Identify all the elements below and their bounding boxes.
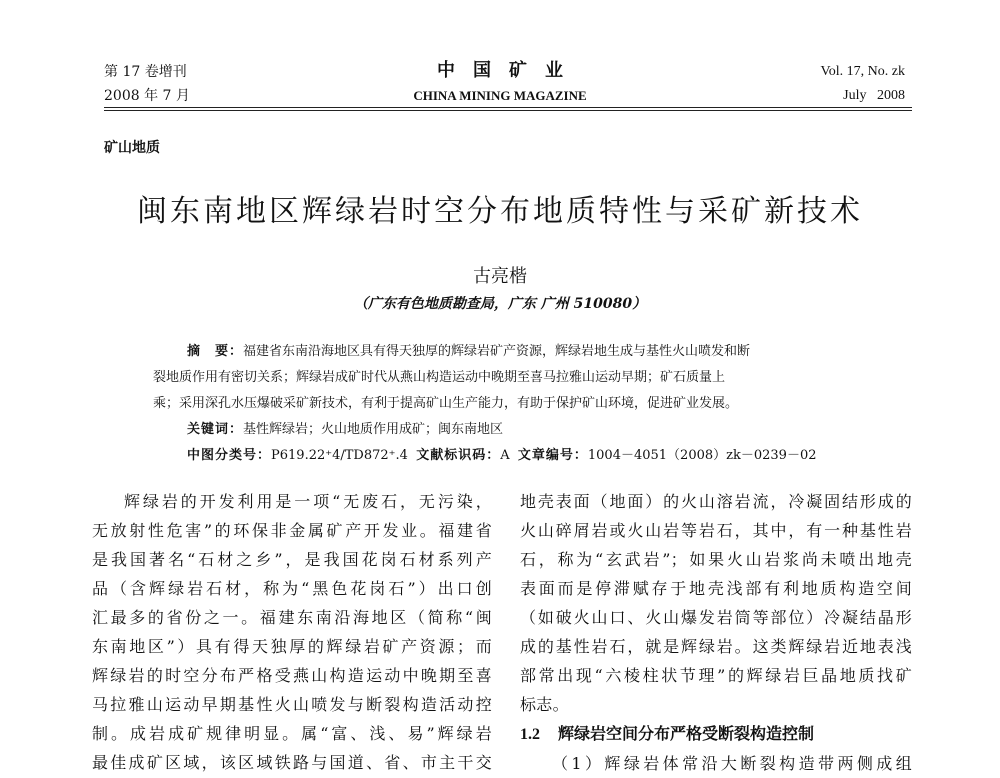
doc-code-label: 文献标识码： [416,448,501,463]
body-line: 标志。 [520,695,569,714]
abstract-line: 乘；采用深孔水压爆破采矿新技术，有利于提高矿山生产能力，有助于保护矿山环境，促进矿业发展。 [153,396,739,411]
abstract-label: 摘 要： [187,344,244,359]
body-line: 地壳表面（地面）的火山溶岩流，冷凝固结形成的 [520,492,912,511]
article-title: 闽东南地区辉绿岩时空分布地质特性与采矿新技术 [137,194,863,229]
header-right [820,60,905,108]
doc-code-value: A [500,448,510,463]
journal-title-en: CHINA MINING MAGAZINE [413,88,587,103]
classification-line [153,443,857,469]
body-line: （1）辉绿岩体常沿大断裂构造带两侧成组 [552,754,912,773]
body-line: 无放射性危害”的环保非金属矿产开发业。福建省 [92,521,492,540]
body-line: 部常出现“六棱柱状节理”的辉绿岩巨晶地质找矿 [520,666,912,685]
keywords-line [153,417,857,443]
body-line: 石，称为“玄武岩”；如果火山岩浆尚未喷出地壳 [520,550,912,569]
body-line: 品（含辉绿岩石材，称为“黑色花岗石”）出口创 [92,579,492,598]
article-no-label: 文章编号： [517,448,588,463]
journal-masthead [350,58,650,106]
section-label: 矿山地质 [104,140,160,156]
body-line: 汇最多的省份之一。福建东南沿海地区（简称“闽 [92,608,492,627]
body-line: 东南地区”）具有得天独厚的辉绿岩矿产资源；而 [92,637,492,656]
abstract-line: 裂地质作用有密切关系；辉绿岩成矿时代从燕山构造运动中晚期至喜马拉雅山运动早期；矿石质量上 [153,370,726,385]
body-column-left [92,487,492,777]
clc-value: P619.22⁺4/TD872⁺.4 [271,448,408,463]
header-left [104,60,190,108]
body-line: 是我国著名“石材之乡”，是我国花岗石材系列产 [92,550,492,569]
header-rule-thick [104,107,912,108]
body-line: 辉绿岩的时空分布严格受燕山构造运动中晚期至喜 [92,666,492,685]
clc-label: 中图分类号： [187,448,272,463]
body-line: 火山碎屑岩或火山岩等岩石，其中，有一种基性岩 [520,521,912,540]
author-name: 古亮楷 [473,266,527,287]
keywords-label: 关键词： [187,422,244,437]
body-line: 最佳成矿区域，该区域铁路与国道、省、市主干交 [92,753,492,772]
date-cn: 2008 年 7 月 [104,88,190,104]
header-rule-thin [104,110,912,111]
abstract-line [153,339,857,365]
keywords-text: 基性辉绿岩；火山地质作用成矿；闽东南地区 [243,422,504,437]
body-line: 表面而是停滞赋存于地壳浅部有利地质构造空间 [520,579,912,598]
date-en: July 2008 [843,88,905,103]
body-line: 制。成岩成矿规律明显。属“富、浅、易”辉绿岩 [92,724,492,743]
subsection-title: 辉绿岩空间分布严格受断裂构造控制 [558,724,815,743]
subsection-number: 1.2 [520,726,540,743]
body-line: （如破火山口、火山爆发岩筒等部位）冷凝结晶形 [520,608,912,627]
abstract-block [153,339,857,469]
article-no-value: 1004－4051（2008）zk－0239－02 [587,448,817,463]
body-line: 成的基性岩石，就是辉绿岩。这类辉绿岩近地表浅 [520,637,912,656]
subsection-heading [520,719,912,749]
body-column-right [520,487,912,778]
volume-label: Vol. 17, No. zk [820,64,905,79]
journal-title-cn: 中国矿业 [437,60,581,81]
body-line: 辉绿岩的开发利用是一项“无废石，无污染， [124,492,492,511]
abstract-text: 福建省东南沿海地区具有得天独厚的辉绿岩矿产资源，辉绿岩地生成与基性火山喷发和断 [243,344,751,359]
author-affiliation: （广东有色地质勘查局，广东 广州 510080） [353,296,647,312]
body-line: 马拉雅山运动早期基性火山喷发与断裂构造活动控 [92,695,492,714]
issue-label: 第 17 卷增刊 [104,64,187,80]
